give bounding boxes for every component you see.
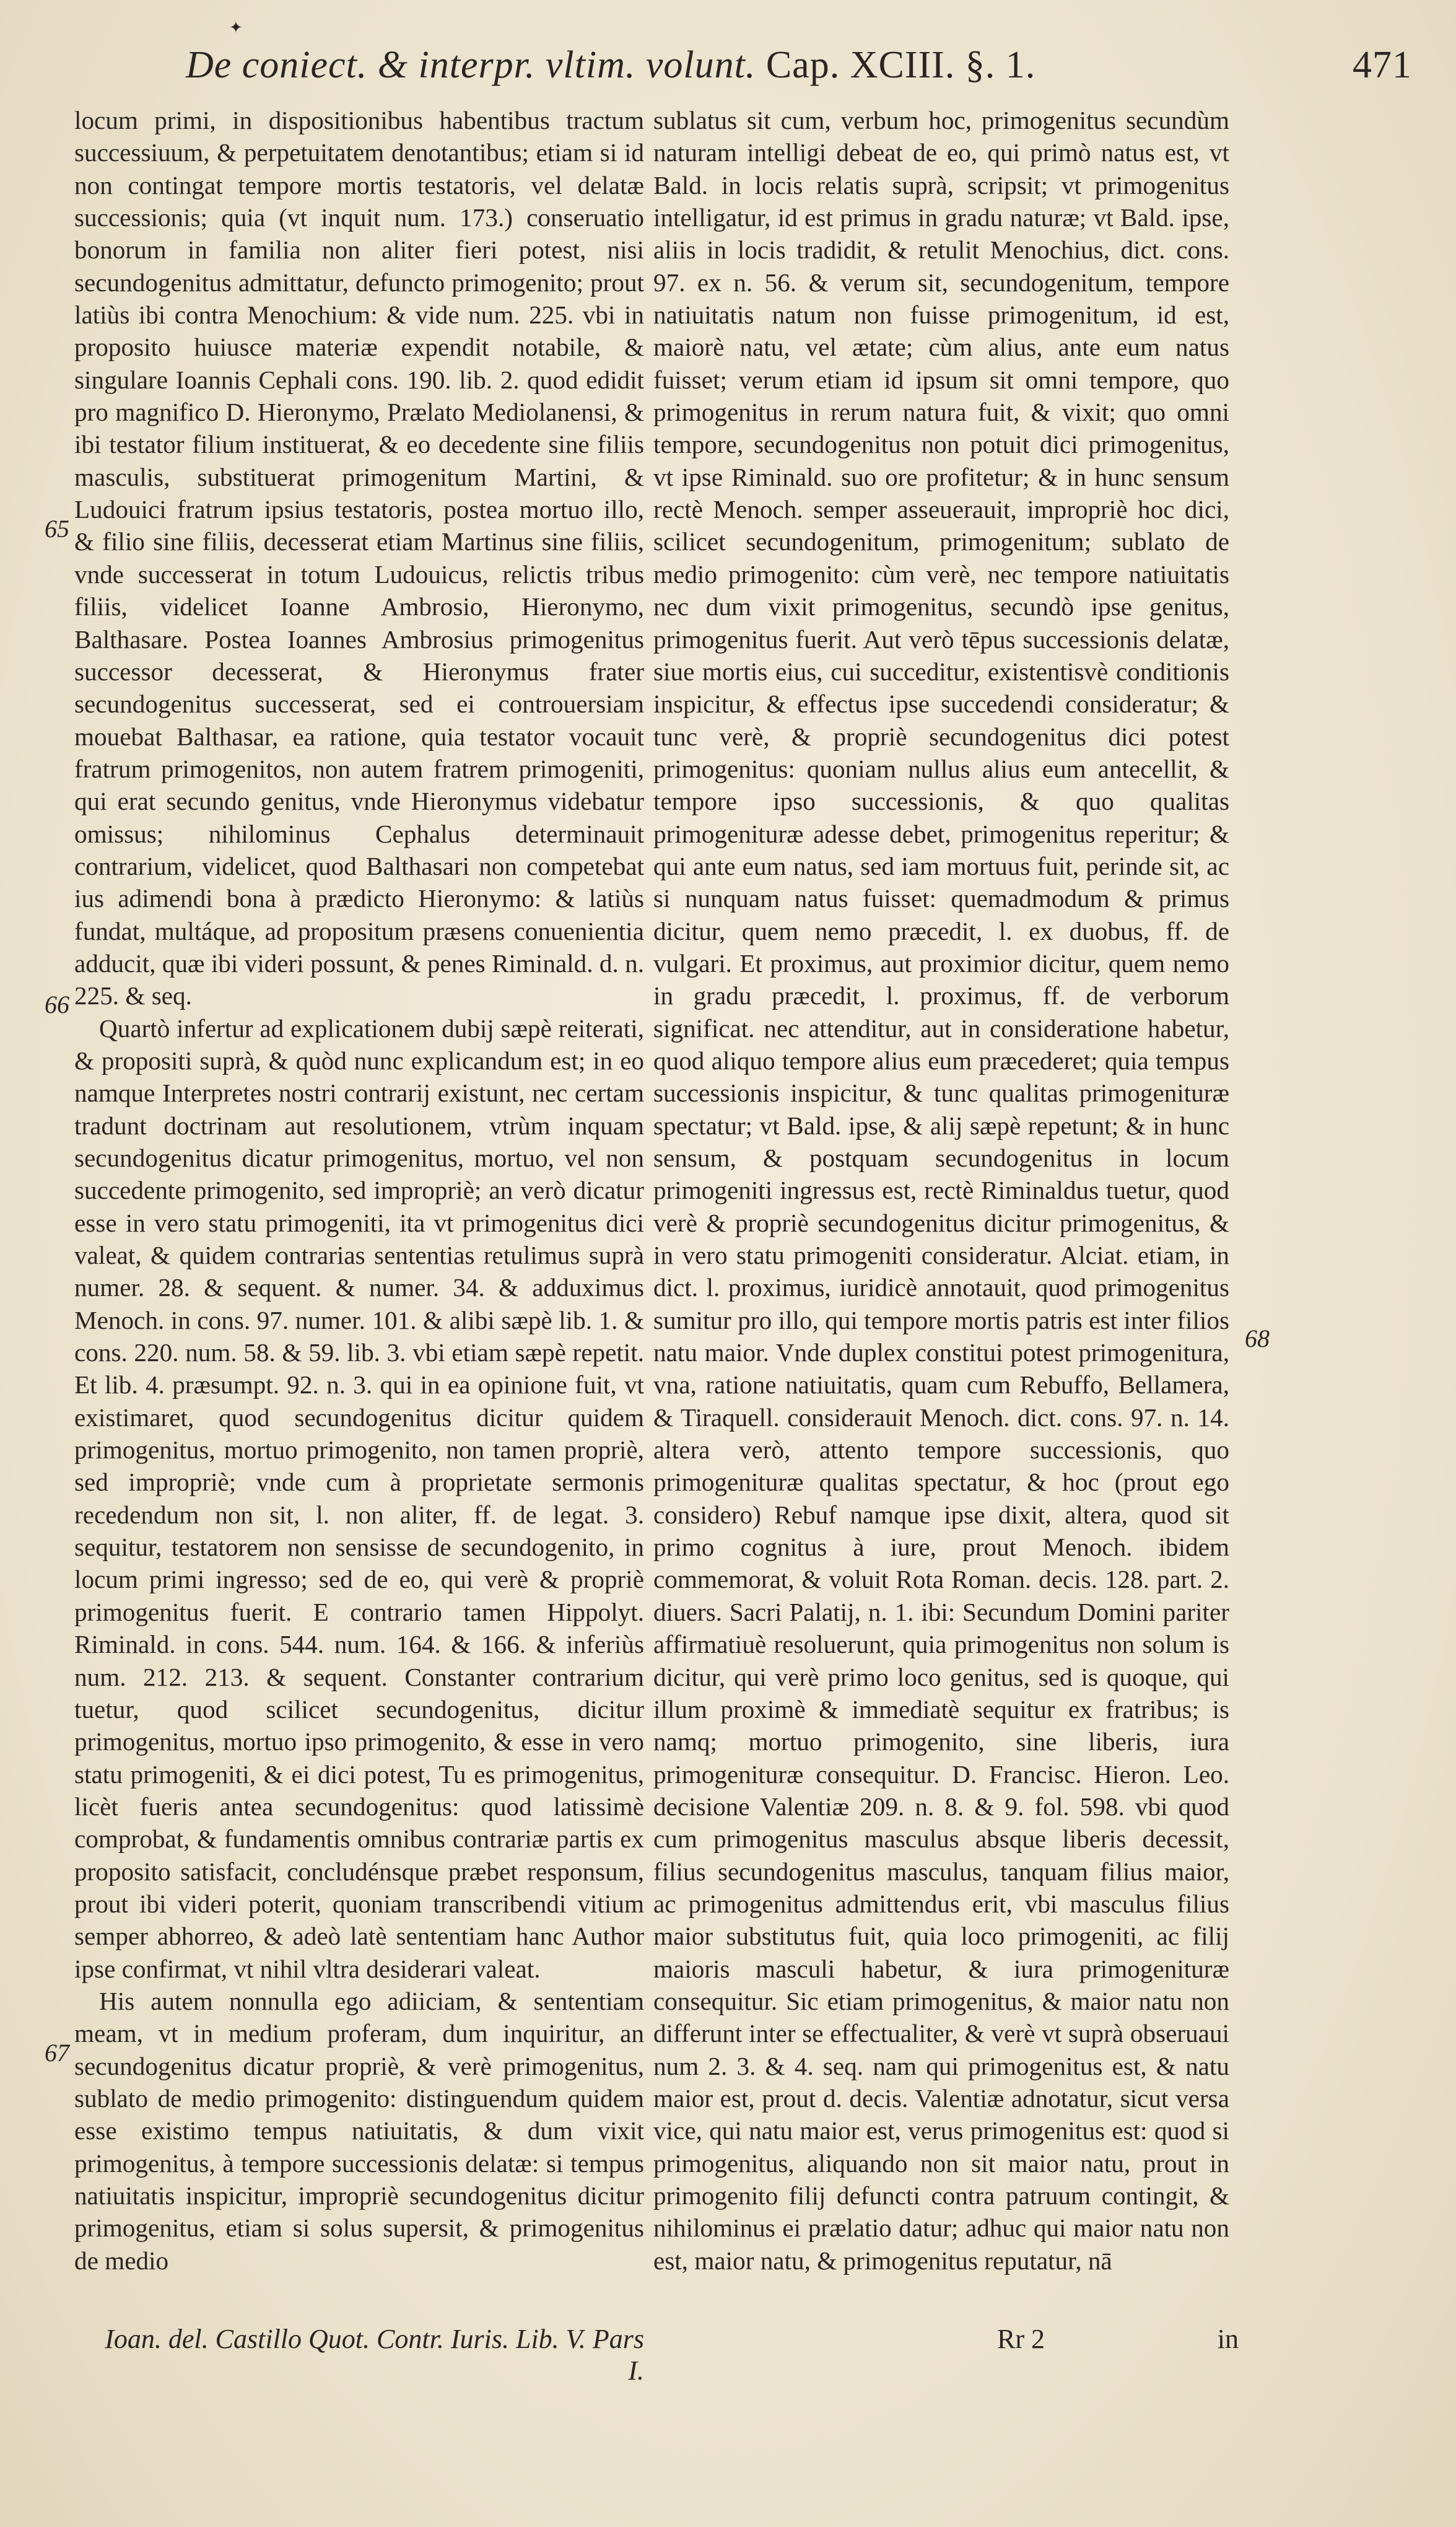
catchword: in — [1217, 2324, 1239, 2354]
margin-number-68: 68 — [1245, 1325, 1270, 1352]
right-column — [653, 104, 1229, 2277]
margin-number-65: 65 — [45, 515, 69, 543]
margin-number-67: 67 — [45, 2039, 69, 2067]
left-paragraph-2: Quartò infertur ad explicationem dubij sæpè reiterati, & propositi suprà, & quòd nunc explicandum est; in eo namque Interpretes nostri contrarij existunt, nec certam tradunt doctrinam aut resolutionem, vtrùm inquam secundogenitus dicatur primogenitus, mortuo, vel non succedente primogenito, sed impropriè; an verò dicatur esse in vero statu primogeniti, ita vt primogenitus dici valeat, & quidem contrarias sententias retulimus suprà numer. 28. & sequent. & numer. 34. & adduximus Menoch. in cons. 97. numer. 101. & alibi sæpè lib. 1. & cons. 220. num. 58. & 59. lib. 3. vbi etiam sæpè repetit. Et lib. 4. præsumpt. 92. n. 3. qui in ea opinione fuit, vt existimaret, quod secundogenitus dicitur quidem primogenitus, mortuo primogenito, non tamen propriè, sed impropriè; vnde cum à proprietate sermonis recedendum non sit, l. non aliter, ff. de legat. 3. sequitur, testatorem non sensisse de secundogenito, in locum primi ingresso; sed de eo, qui verè & propriè primogenitus fuerit. E contrario tamen Hippolyt. Riminald. in cons. 544. num. 164. & 166. & inferiùs num. 212. 213. & sequent. Constanter contrarium tuetur, quod scilicet secundogenitus, dicitur primogenitus, mortuo ipso primogenito, & esse in vero statu primogeniti, & ei dici potest, Tu es primogenitus, licèt fueris antea secundogenitus: quod latissimè comprobat, & fundamentis omnibus contrariæ partis ex proposito satisfacit, concludénsque præbet responsum, prout ibi videri poterit, quoniam transcribendi vitium semper abhorreo, & adeò latè sententiam hanc Author ipse confirmat, vt nihil vltra desiderari valeat. — [74, 1014, 644, 1983]
page-number: 471 — [1353, 44, 1412, 86]
header-chapter: Cap. XCIII. §. 1. — [765, 44, 1036, 86]
running-header — [186, 43, 1412, 93]
right-paragraph-1: sublatus sit cum, verbum hoc, primogenitus secundùm naturam intelligi debeat de eo, qui primò natus est, vt Bald. in locis relatis suprà, scripsit; vt primogenitus intelligatur, id est primus in gradu naturæ; vt Bald. ipse, aliis in locis tradidit, & retulit Menochius, dict. cons. 97. ex n. 56. & verum sit, secundogenitum, tempore natiuitatis natum non fuisse primogenitum, id est, maiorè natu, vel ætate; cùm alius, ante eum natus fuisset; verum etiam id ipsum sit omni tempore, quo primogenitus in rerum natura fuit, & vixit; quo omni tempore, secundogenitus non potuit dici primogenitus, vt ipse Riminald. suo ore profitetur; & in hunc sensum rectè Menoch. semper asseuerauit, impropriè hoc dici, scilicet secundogenitum, primogenitum; sublato de medio primogenito: cùm verè, nec tempore natiuitatis nec dum vixit primogenitus, secundò ipse genitus, primogenitus fuerit. Aut verò tēpus successionis delatæ, siue mortis eius, cui succeditur, existentisvè conditionis inspicitur, & effectus ipse succedendi consideratur; & tunc verè, & propriè secundogenitus dici potest primogenitus: quoniam nullus alius eum antecellit, & tempore ipso successionis, & quo qualitas primogenituræ adesse debet, primogenitus reperitur; & qui ante eum natus, sed iam mortuus fuit, perinde sit, ac si nunquam natus fuisset: quemadmodum & primus dicitur, quem nemo præcedit, l. ex duobus, ff. de vulgari. Et proximus, aut proximior dicitur, quem nemo in gradu præcedit, l. proximus, ff. de verborum significat. nec attenditur, aut in consideratione habetur, quod aliquo tempore alius eum præcederet; quia tempus successionis inspicitur, & tunc qualitas primogenituræ spectatur; vt Bald. ipse, & alij sæpè repetunt; & in hunc sensum, & postquam secundogenitus in locum primogeniti ingressus est, rectè Riminaldus tuetur, quod verè & propriè secundogenitus dicitur primogenitus, & in vero statu primogeniti consideratur. Alciat. etiam, in dict. l. proximus, iuridicè annotauit, quod primogenitus sumitur pro illo, qui tempore mortis patris est inter filios natu maior. Vnde duplex constitui potest primogenitura, vna, ratione natiuitatis, quam cum Rebuffo, Bellamera, & Tiraquell. considerauit Menoch. dict. cons. 97. n. 14. altera verò, attento tempore successionis, quo primogenituræ qualitas spectatur, & hoc (prout ego considero) Rebuf namque ipse dixit, altera, quod sit primo cognitus à iure, prout Menoch. ibidem commemorat, & voluit Rota Roman. decis. 128. part. 2. diuers. Sacri Palatij, n. 1. ibi: Secundum Domini pariter affirmatiuè resoluerunt, quia primogenitus non solum is dicitur, qui verè primo loco genitus, sed is quoque, qui illum proximè & immediatè sequitur ex fratribus; is namq; mortuo primogenito, sine liberis, iura primogenituræ consequitur. D. Francisc. Hieron. Leo. decisione Valentiæ 209. n. 8. & 9. fol. 598. vbi quod cum primogenitus masculus absque liberis decessit, filius secundogenitus masculus, tanquam filius maior, ac primogenitus admittendus erit, vbi masculus filius maior substitutus fuit, quia loco primogeniti, ac filij maioris masculi habetur, & iura primogenituræ consequitur. Sic etiam primogenitus, & maior natu non differunt inter se effectualiter, & verè vt suprà obseruaui num 2. 3. & 4. seq. nam qui primogenitus est, & natu maior est, prout d. decis. Valentiæ adnotatur, sicut versa vice, qui natu maior est, verus primogenitus est: quod si primogenitus, aliquando non sit maior natu, prout in primogenito filij defuncti contra patruum contingit, & nihilominus ei prælatio datur; adhuc qui maior natu non est, maior natu, & primogenitus reputatur, nā — [653, 106, 1229, 2275]
margin-number-66: 66 — [45, 991, 69, 1018]
signature-mark: Rr 2 — [997, 2324, 1045, 2354]
header-title-text: De coniect. & interpr. vltim. volunt. — [186, 44, 756, 86]
footer-running-title — [87, 2323, 644, 2386]
left-paragraph-1: locum primi, in dispositionibus habentibus tractum successiuum, & perpetuitatem denotantibus; etiam si id non contingat tempore mortis testatoris, vel delatæ successionis; quia (vt inquit num. 173.) conseruatio bonorum in familia non aliter fieri potest, nisi secundogenitus admittatur, defuncto primogenito; prout latiùs ibi contra Menochium: & vide num. 225. vbi in proposito huiusce materiæ expendit notabile, & singulare Ioannis Cephali cons. 190. lib. 2. quod edidit pro magnifico D. Hieronymo, Prælato Mediolanensi, & ibi testator filium instituerat, & eo decedente sine filiis masculis, substituerat primogenitum Martini, & Ludouici fratrum ipsius testatoris, postea mortuo illo, & filio sine filiis, decesserat etiam Martinus sine filiis, vnde successerat in totum Ludouicus, relictis tribus filiis, videlicet Ioanne Ambrosio, Hieronymo, Balthasare. Postea Ioannes Ambrosius primogenitus successor decesserat, & Hieronymus frater secundogenitus successerat, sed ei controuersiam mouebat Balthasar, ea ratione, quia testator vocauit fratrum primogenitos, non autem fratrem primogeniti, qui erat secundo genitus, vnde Hieronymus videbatur omissus; nihilominus Cephalus determinauit contrarium, videlicet, quod Balthasari non competebat ius adimendi bona à prædicto Hieronymo: & latiùs fundat, multáque, ad propositum præsens conuenientia adducit, quæ ibi videri possunt, & penes Riminald. d. n. 225. & seq. — [74, 106, 644, 1010]
printer-mark: ✦ — [229, 19, 243, 37]
footer-running-title-text: Ioan. del. Castillo Quot. Contr. Iuris. Lib. V. Pars I. — [105, 2324, 644, 2386]
header-title — [186, 43, 1035, 87]
left-column — [74, 104, 644, 2277]
left-paragraph-3: His autem nonnulla ego adiiciam, & sententiam meam, vt in medium proferam, dum inquiritur, an secundogenitus dicatur propriè, & verè primogenitus, sublato de medio primogenito: distinguendum quidem esse existimo tempus natiuitatis, & dum vixit primogenitus, à tempore successionis delatæ: si tempus natiuitatis inspicitur, impropriè secundogenitus dicitur primogenitus, etiam si solus supersit, & primogenitus de medio — [74, 1986, 644, 2275]
